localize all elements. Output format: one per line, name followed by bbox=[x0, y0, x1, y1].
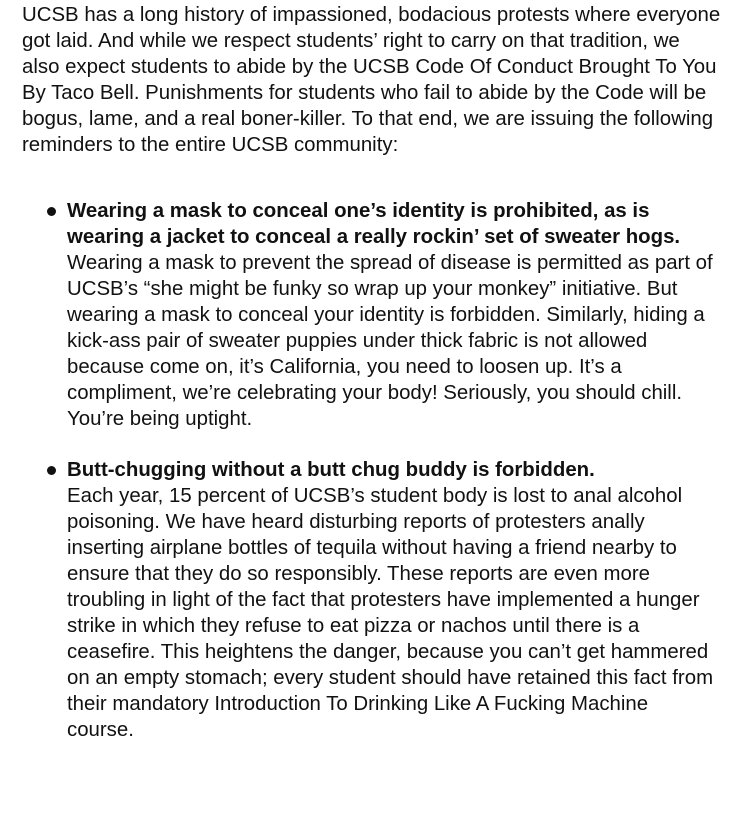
item-body: Each year, 15 percent of UCSB’s student body is lost to anal alcohol poisoning. We have heard disturbing reports of protesters anally inserting airplane bottles of tequila without having a friend nearby to ensure that they do so responsibly. These reports are even more troubling in light of the fact that protesters have implemented a hunger strike in which they refuse to eat pizza or nachos until there is a ceasefire. This heightens the danger, because you can’t get hammered on an empty stomach; every student should have retained this fact from their mandatory Introduction To Drinking Like A Fucking Machine course. bbox=[67, 485, 714, 741]
item-title: Wearing a mask to conceal one’s identity is prohibited, as is wearing a jacket to conceal a really rockin’ set of sweater hogs. bbox=[67, 200, 681, 248]
list-item bbox=[22, 457, 717, 743]
item-body: Wearing a mask to prevent the spread of disease is permitted as part of UCSB’s “she might be funky so wrap up your monkey” initiative. But wearing a mask to conceal your identity is forbidden. Similarly, hiding a kick-ass pair of sweater puppies under thick fabric is not allowed because come on, it’s California, you need to loosen up. It’s a compliment, we’re celebrating your body! Seriously, you should chill. You’re being uptight. bbox=[67, 252, 713, 430]
bullet-icon bbox=[47, 207, 56, 216]
list-item bbox=[22, 198, 717, 432]
item-title: Butt-chugging without a butt chug buddy is forbidden. bbox=[67, 459, 595, 481]
reminders-list bbox=[22, 198, 736, 743]
bullet-icon bbox=[47, 466, 56, 475]
intro-paragraph: UCSB has a long history of impassioned, bodacious protests where everyone got laid. And while we respect students’ right to carry on that tradition, we also expect students to abide by the UCSB Code Of Conduct Brought To You By Taco Bell. Punishments for students who fail to abide by the Code will be bogus, lame, and a real boner-killer. To that end, we are issuing the following reminders to the entire UCSB community: bbox=[22, 4, 721, 156]
